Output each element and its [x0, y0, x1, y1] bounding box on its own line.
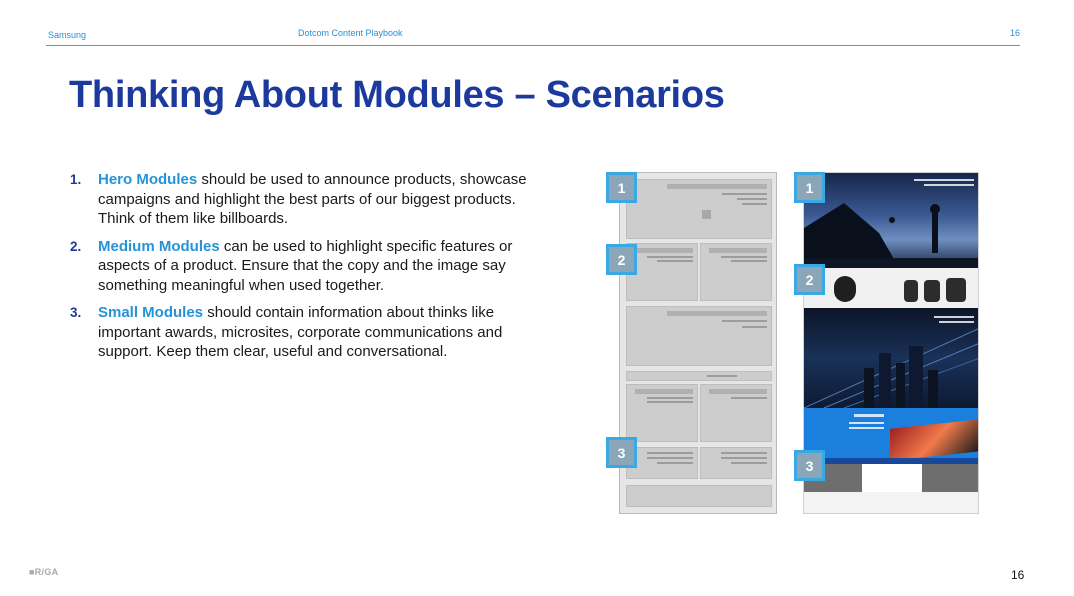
list-item [70, 303, 530, 362]
brand-label: Samsung [48, 30, 87, 40]
lens-image [904, 280, 918, 302]
wireframe-text-line [742, 203, 767, 205]
city-text-line [939, 321, 974, 323]
medium-module-city-image [804, 308, 979, 408]
small-module [922, 464, 979, 492]
callout-small-screenshot: 3 [794, 450, 825, 481]
rga-logo: ■R/GA [29, 567, 59, 577]
wireframe-footer-block [626, 485, 772, 507]
list-keyword: Small Modules [98, 304, 204, 321]
small-module [863, 464, 921, 492]
tv-text-line [854, 414, 884, 417]
wireframe-medium-block [700, 384, 772, 442]
list-item [70, 170, 530, 229]
callout-medium-wireframe: 2 [606, 244, 637, 275]
wireframe-text-line [707, 375, 737, 377]
callout-hero-screenshot: 1 [794, 172, 825, 203]
hero-text-line [924, 184, 974, 186]
callout-medium-screenshot: 2 [794, 264, 825, 295]
module-scenarios-list [70, 170, 530, 370]
list-keyword: Hero Modules [98, 171, 198, 188]
list-number: 3. [70, 305, 82, 320]
wireframe-text-line [647, 452, 693, 454]
list-text: should be used to announce products, showcase campaigns and highlight the best parts of our biggest products. Think of them like billboards. [98, 171, 527, 227]
city-graphic [804, 308, 979, 408]
image-placeholder-icon [702, 210, 711, 219]
wireframe-text-line [635, 389, 693, 394]
wireframe-text-line [721, 452, 767, 454]
header-page-number: 16 [1010, 28, 1021, 38]
wireframe-text-line [657, 260, 693, 262]
wireframe-hero-block [626, 306, 772, 366]
logo-text: R/GA [34, 567, 59, 577]
wireframe-small-block [700, 447, 772, 479]
wireframe-text-line [742, 326, 767, 328]
lens-image [924, 280, 940, 302]
callout-small-wireframe: 3 [606, 437, 637, 468]
page-title: Thinking About Modules – Scenarios [69, 74, 725, 116]
wireframe-text-line [721, 457, 767, 459]
wireframe-text-line [667, 311, 767, 316]
wireframe-text-line [667, 184, 767, 189]
header-divider [46, 45, 1020, 46]
wireframe-illustration [619, 172, 777, 514]
website-screenshot [803, 172, 979, 514]
list-keyword: Medium Modules [98, 237, 220, 255]
tv-text-line [849, 422, 884, 424]
tv-text-line [849, 427, 884, 429]
wireframe-divider-block [626, 371, 772, 381]
wireframe-text-line [709, 248, 767, 253]
footer-page-number: 16 [1011, 568, 1025, 582]
hero-module-image [804, 173, 979, 268]
wireframe-text-line [731, 462, 767, 464]
tv-image [890, 419, 979, 460]
wireframe-text-line [709, 389, 767, 394]
wireframe-text-line [635, 248, 693, 253]
wireframe-hero-block [626, 179, 772, 239]
wireframe-text-line [737, 198, 767, 200]
list-number: 2. [70, 238, 82, 254]
lens-image [834, 276, 856, 302]
wireframe-medium-block [626, 384, 698, 442]
document-title: Dotcom Content Playbook [298, 28, 403, 38]
medium-module-products [804, 268, 979, 308]
wireframe-medium-block [700, 243, 772, 301]
wireframe-text-line [722, 193, 767, 195]
wireframe-text-line [722, 320, 767, 322]
wireframe-text-line [657, 462, 693, 464]
list-number: 1. [70, 172, 82, 187]
wireframe-text-line [731, 397, 767, 399]
wireframe-text-line [647, 256, 693, 258]
wireframe-text-line [721, 256, 767, 258]
city-text-line [934, 316, 974, 318]
list-item [70, 237, 530, 296]
callout-hero-wireframe: 1 [606, 172, 637, 203]
hero-text-line [914, 179, 974, 181]
wireframe-text-line [647, 401, 693, 403]
list-text: should contain information about thinks like important awards, microsites, corporate communications and support. Keep them clear, useful and conversational. [98, 304, 503, 360]
silhouette-graphic [804, 173, 979, 268]
site-footer [804, 492, 979, 514]
wireframe-text-line [731, 260, 767, 262]
medium-module-tv [804, 408, 979, 458]
list-text: can be used to highlight specific features or aspects of a product. Ensure that the copy and the image say something meaningful when used together. [98, 237, 513, 294]
wireframe-text-line [647, 457, 693, 459]
lens-image [946, 278, 966, 302]
wireframe-text-line [647, 397, 693, 399]
